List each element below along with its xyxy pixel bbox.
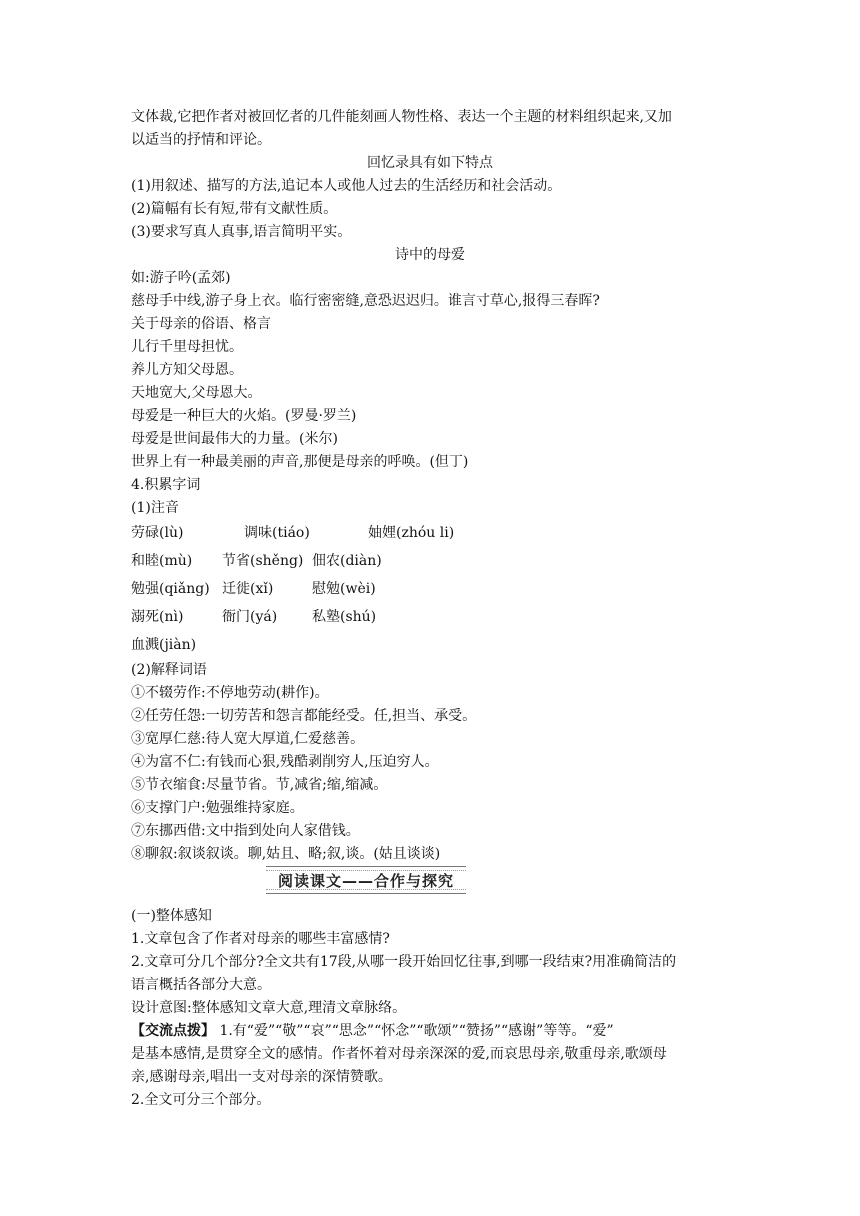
question-1: 1.文章包含了作者对母亲的哪些丰富感情? xyxy=(131,931,390,947)
explain-title: (2)解释词语 xyxy=(131,662,207,678)
poem-text: 慈母手中线,游子身上衣。临行密密缝,意恐迟迟归。谁言寸草心,报得三春晖? xyxy=(131,293,600,309)
pinyin-word: 调味(tiáo) xyxy=(244,525,310,541)
explanation-item: ⑧聊叙:叙谈叙谈。聊,姑且、略;叙,谈。(姑且谈谈) xyxy=(131,846,441,862)
explanation-item: ⑦东挪西借:文中指到处向人家借钱。 xyxy=(131,823,360,839)
overall-heading: (一)整体感知 xyxy=(131,908,212,924)
tip-text: 1.有“爱”“敬”“哀”“思念”“怀念”“歌颂”“赞扬”“感谢”等等。“爱” xyxy=(215,1023,614,1039)
question-2-line-2: 语言概括各部分大意。 xyxy=(131,977,271,993)
explanation-item: ⑤节衣缩食:尽量节省。节,减省;缩,缩减。 xyxy=(131,777,388,793)
section-banner: 阅读课文——合作与探究 xyxy=(266,866,466,894)
tip-line-3: 亲,感谢母亲,唱出一支对母亲的深情赞歌。 xyxy=(131,1069,392,1085)
tip-label: 【交流点拨】 xyxy=(131,1023,215,1039)
pinyin-word: 佃农(diàn) xyxy=(312,553,382,569)
intro-line-1: 文体裁,它把作者对被回忆者的几件能刻画人物性格、表达一个主题的材料组织起来,又加 xyxy=(131,109,672,125)
tip-line-4: 2.全文可分三个部分。 xyxy=(131,1092,271,1108)
memoir-point: (3)要求写真人真事,语言简明平实。 xyxy=(131,224,352,240)
memoir-heading: 回忆录具有如下特点 xyxy=(367,155,493,171)
design-intent: 设计意图:整体感知文章大意,理清文章脉络。 xyxy=(131,1000,407,1016)
tip-line-1 xyxy=(131,1021,614,1041)
explanation-item: ①不辍劳作:不停地劳动(耕作)。 xyxy=(131,685,329,701)
explanation-item: ②任劳任怨:一切劳苦和怨言都能经受。任,担当、承受。 xyxy=(131,708,477,724)
saying-item: 母爱是世间最伟大的力量。(米尔) xyxy=(131,431,338,447)
explanation-item: ③宽厚仁慈:待人宽大厚道,仁爱慈善。 xyxy=(131,731,365,747)
memoir-point: (2)篇幅有长有短,带有文献性质。 xyxy=(131,201,338,217)
saying-item: 母爱是一种巨大的火焰。(罗曼·罗兰) xyxy=(131,408,357,424)
tip-line-2: 是基本感情,是贯穿全文的感情。作者怀着对母亲深深的爱,而哀思母亲,敬重母亲,歌颂母 xyxy=(131,1046,667,1062)
saying-item: 儿行千里母担忧。 xyxy=(131,339,243,355)
pinyin-title: (1)注音 xyxy=(131,500,179,516)
saying-item: 养儿方知父母恩。 xyxy=(131,362,243,378)
saying-item: 世界上有一种最美丽的声音,那便是母亲的呼唤。(但丁) xyxy=(131,454,469,470)
saying-item: 天地宽大,父母恩大。 xyxy=(131,385,262,401)
question-2-line-1: 2.文章可分几个部分?全文共有17段,从哪一段开始回忆往事,到哪一段结束?用准确简洁的 xyxy=(131,954,677,970)
memoir-point: (1)用叙述、描写的方法,追记本人或他人过去的生活经历和社会活动。 xyxy=(131,178,562,194)
pinyin-word: 私塾(shú) xyxy=(312,609,377,625)
intro-line-2: 以适当的抒情和评论。 xyxy=(131,132,271,148)
pinyin-word: 节省(shěng) xyxy=(222,553,304,569)
pinyin-word: 慰勉(wèi) xyxy=(312,581,376,597)
pinyin-word: 衙门(yá) xyxy=(222,609,278,625)
vocab-heading: 4.积累字词 xyxy=(131,477,201,493)
pinyin-word: 血溅(jiàn) xyxy=(131,637,197,653)
sayings-title: 关于母亲的俗语、格言 xyxy=(131,316,271,332)
explanation-item: ④为富不仁:有钱而心狠,残酷剥削穷人,压迫穷人。 xyxy=(131,754,439,770)
poem-source: 如:游子吟(孟郊) xyxy=(131,270,231,286)
pinyin-word: 妯娌(zhóu li) xyxy=(368,525,455,541)
pinyin-word: 迁徙(xǐ) xyxy=(222,581,274,597)
pinyin-word: 勉强(qiǎng) xyxy=(131,581,210,597)
poem-heading: 诗中的母爱 xyxy=(395,247,465,263)
pinyin-word: 和睦(mù) xyxy=(131,553,193,569)
explanation-item: ⑥支撑门户:勉强维持家庭。 xyxy=(131,800,304,816)
pinyin-word: 劳碌(lù) xyxy=(131,525,184,541)
pinyin-word: 溺死(nì) xyxy=(131,609,184,625)
